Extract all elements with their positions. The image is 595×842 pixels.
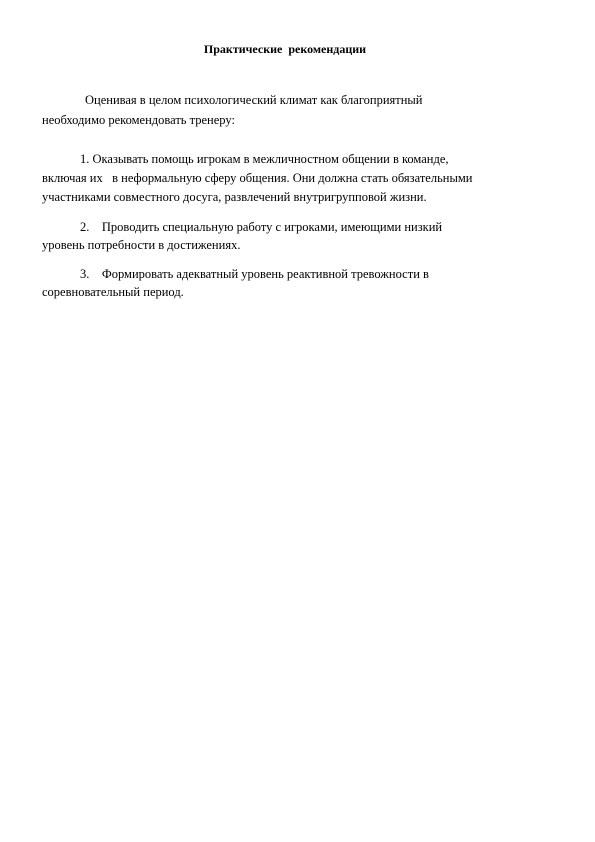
recommendation-2-line-1: 2. Проводить специальную работу с игроками, имеющими низкий bbox=[80, 220, 443, 234]
recommendation-2-line-2: уровень потребности в достижениях. bbox=[42, 238, 241, 252]
recommendation-1-line-2: включая их в неформальную сферу общения. Они должна стать обязательными bbox=[42, 171, 473, 185]
recommendation-3-line-2: соревновательный период. bbox=[42, 285, 184, 299]
recommendation-3-line-1: 3. Формировать адекватный уровень реактивной тревожности в bbox=[80, 267, 429, 281]
recommendation-1-line-1: 1. Оказывать помощь игрокам в межличностном общении в команде, bbox=[80, 152, 449, 166]
recommendation-1-line-3: участниками совместного досуга, развлечений внутригрупповой жизни. bbox=[42, 190, 427, 204]
intro-line-1: Оценивая в целом психологический климат как благоприятный bbox=[85, 93, 423, 107]
intro-line-2: необходимо рекомендовать тренеру: bbox=[42, 113, 235, 127]
page-title: Практические рекомендации bbox=[203, 42, 367, 56]
